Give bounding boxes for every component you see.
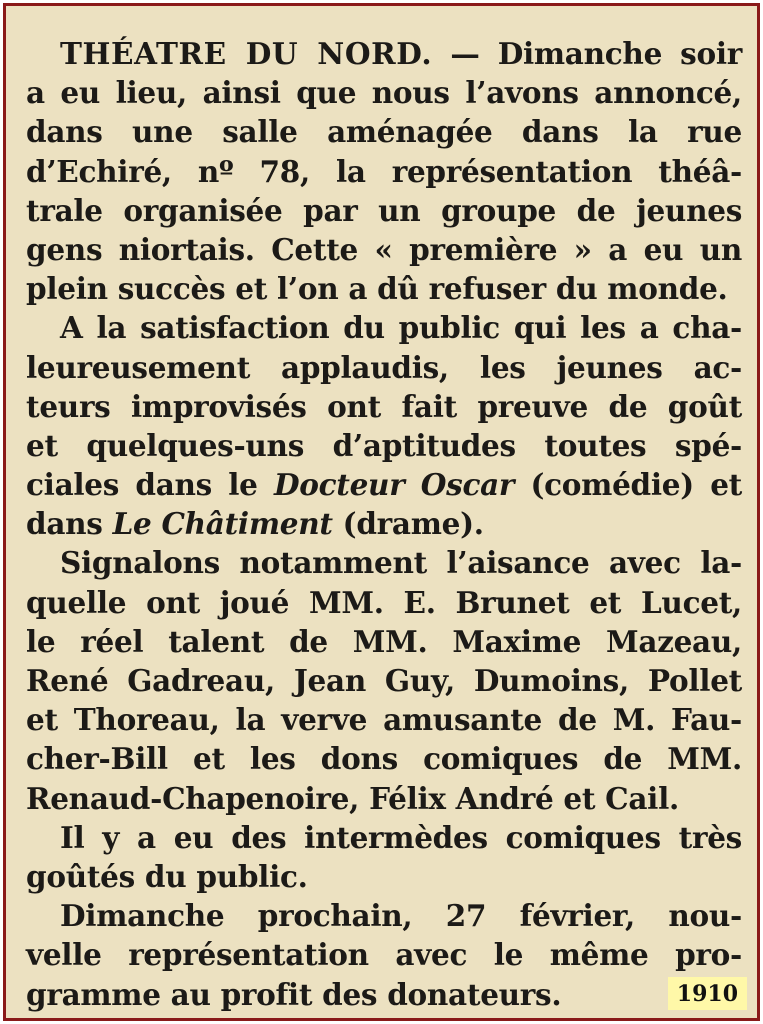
text-run: et quelques-uns d’aptitudes toutes spé- (26, 427, 742, 463)
article-line (26, 269, 742, 308)
article-line (26, 465, 742, 504)
article-line (26, 896, 742, 935)
play-title: Le Châtiment (112, 506, 333, 542)
article-line (26, 739, 742, 778)
article-line (26, 348, 742, 387)
article-paragraph (26, 818, 742, 896)
article-line (26, 73, 742, 112)
text-run: et Thoreau, la verve amusante de M. Fau- (26, 702, 742, 738)
clipping-frame (3, 3, 760, 1021)
article-line (26, 661, 742, 700)
text-run: — Dimanche soir (432, 36, 742, 71)
article-line (26, 700, 742, 739)
text-run: Dimanche prochain, 27 février, nou- (60, 898, 742, 934)
article-line (26, 191, 742, 230)
text-run: dans une salle aménagée dans la rue (26, 114, 742, 150)
article-line (26, 935, 742, 974)
text-run: le réel talent de MM. Maxime Mazeau, (26, 623, 742, 659)
article-line (26, 818, 742, 857)
article-paragraph (26, 308, 742, 543)
text-run: cher-Bill et les dons comiques de MM. (26, 741, 742, 777)
play-title: Docteur Oscar (273, 467, 515, 503)
article-line (26, 426, 742, 465)
article-line (26, 857, 742, 896)
text-run: trale organisée par un groupe de jeunes (26, 192, 742, 228)
text-run: Il y a eu des intermèdes comiques très (60, 819, 742, 855)
text-run: teurs improvisés ont fait preuve de goût (26, 388, 742, 424)
text-run: ciales dans le (26, 467, 274, 503)
text-run: (drame). (332, 506, 484, 542)
article-line (26, 504, 742, 543)
text-run: goûtés du public. (26, 858, 308, 894)
article-line (26, 308, 742, 347)
article-line (26, 543, 742, 582)
article-line (26, 230, 742, 269)
article-line (26, 583, 742, 622)
article-heading: THÉATRE DU NORD. (60, 36, 433, 71)
article-line (26, 622, 742, 661)
text-run: Renaud-Chapenoire, Félix André et Cail. (26, 780, 679, 816)
article-paragraph (26, 34, 742, 308)
text-run: René Gadreau, Jean Guy, Dumoins, Pollet (26, 663, 742, 698)
text-run: (comédie) et (514, 467, 742, 503)
year-badge: 1910 (668, 977, 747, 1010)
text-run: gramme au profit des donateurs. (26, 976, 562, 1012)
text-run: quelle ont joué MM. E. Brunet et Lucet, (26, 584, 742, 620)
text-run: gens niortais. Cette « première » a eu un (26, 231, 742, 267)
article-paragraph (26, 896, 742, 1014)
text-run: d’Echiré, nº 78, la représentation théâ- (26, 153, 742, 189)
article-line (26, 152, 742, 191)
text-run: velle représentation avec le même pro- (26, 937, 742, 973)
text-run: Signalons notamment l’aisance avec la- (60, 545, 742, 581)
text-run: plein succès et l’on a dû refuser du monde. (26, 271, 728, 307)
text-run: dans (26, 506, 113, 542)
text-run: A la satisfaction du public qui les a cha- (60, 310, 742, 346)
article-line (26, 112, 742, 151)
article-line (26, 779, 742, 818)
text-run: leureusement applaudis, les jeunes ac- (26, 349, 742, 385)
article-line (26, 975, 742, 1014)
article-paragraph (26, 543, 742, 817)
article-line (26, 387, 742, 426)
article-line (26, 34, 742, 73)
text-run: a eu lieu, ainsi que nous l’avons annoncé, (26, 75, 742, 111)
newspaper-article (26, 34, 742, 1014)
